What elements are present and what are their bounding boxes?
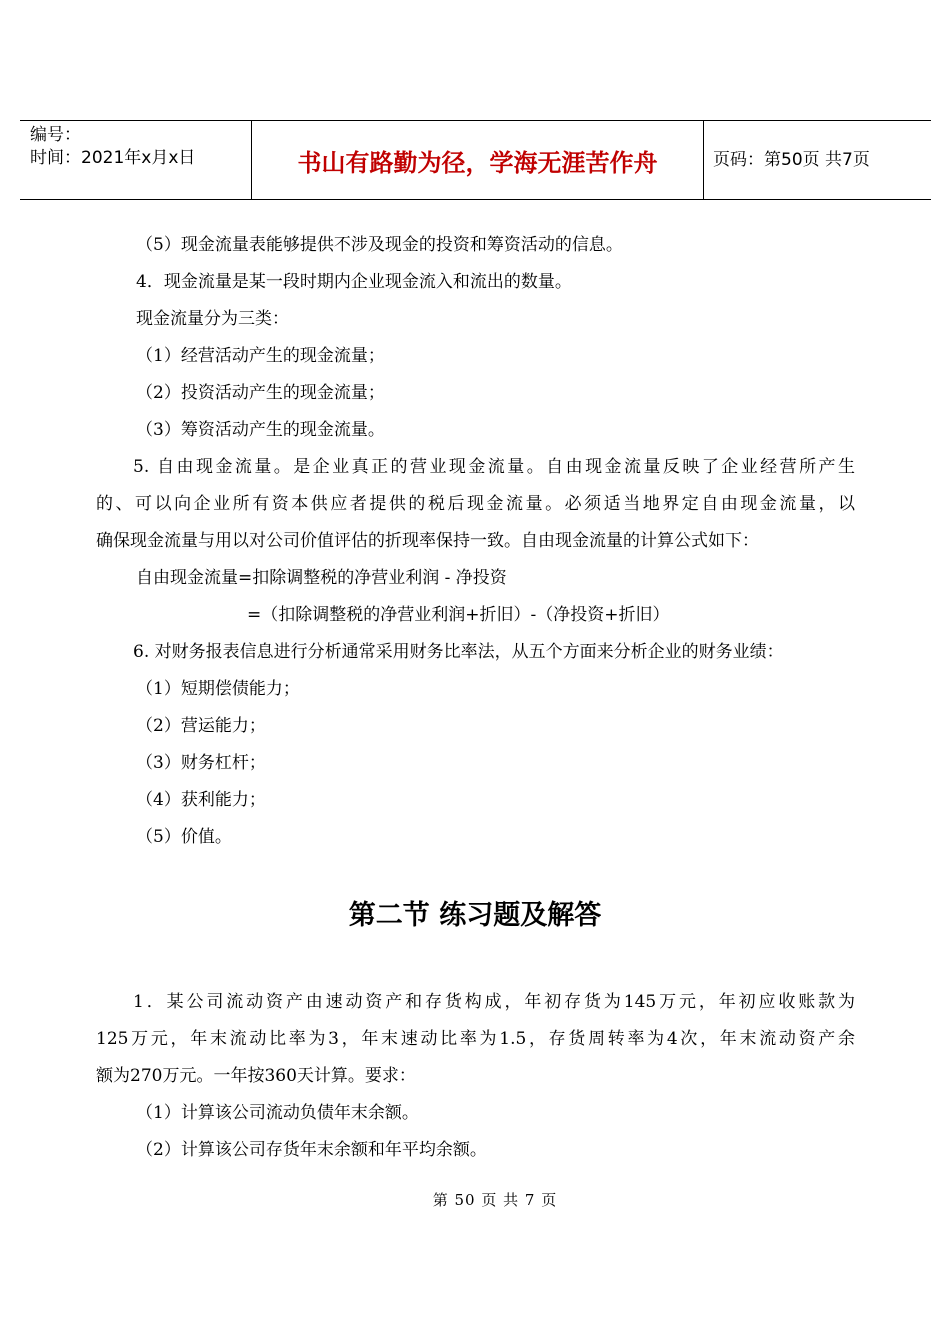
list-item: （1）经营活动产生的现金流量； — [136, 346, 385, 366]
paragraph-line: 5. 自由现金流量。是企业真正的营业现金流量。自由现金流量反映了企业经营所产生 — [133, 457, 855, 477]
header-page-info: 页码：第50页 共7页 — [713, 150, 870, 170]
list-item: （5）价值。 — [136, 827, 232, 847]
page-footer: 第 50 页 共 7 页 — [432, 1191, 558, 1209]
list-item: （1）短期偿债能力； — [136, 679, 300, 699]
exercise-line: 125万元，年末流动比率为3，年末速动比率为1.5，存货周转率为4次，年末流动资产余 — [96, 1029, 855, 1049]
list-item: （2）营运能力； — [136, 716, 266, 736]
document-number-label: 编号： — [30, 125, 81, 145]
document-time-label: 时间：2021年x月x日 — [30, 148, 196, 168]
list-item: （4）获利能力； — [136, 790, 266, 810]
paragraph-line: 现金流量分为三类： — [136, 309, 289, 329]
formula-line: 自由现金流量=扣除调整税的净营业利润 - 净投资 — [136, 568, 507, 588]
list-item: （2）计算该公司存货年末余额和年平均余额。 — [136, 1140, 487, 1160]
exercise-line: 1．某公司流动资产由速动资产和存货构成，年初存货为145万元，年初应收账款为 — [133, 992, 855, 1012]
section-title: 第二节 练习题及解答 — [348, 900, 602, 931]
paragraph-line: 4．现金流量是某一段时期内企业现金流入和流出的数量。 — [136, 272, 572, 292]
header-motto: 书山有路勤为径，学海无涯苦作舟 — [297, 149, 658, 177]
paragraph-line: 确保现金流量与用以对公司价值评估的折现率保持一致。自由现金流量的计算公式如下： — [96, 531, 759, 551]
header-motto-cell — [251, 121, 704, 199]
formula-line: =（扣除调整税的净营业利润+折旧）-（净投资+折旧） — [247, 605, 670, 625]
exercise-line: 额为270万元。一年按360天计算。要求： — [96, 1066, 416, 1086]
list-item: （1）计算该公司流动负债年末余额。 — [136, 1103, 419, 1123]
paragraph-line: 6. 对财务报表信息进行分析通常采用财务比率法，从五个方面来分析企业的财务业绩： — [133, 642, 784, 662]
paragraph-line: （5）现金流量表能够提供不涉及现金的投资和筹资活动的信息。 — [136, 235, 623, 255]
list-item: （3）财务杠杆； — [136, 753, 266, 773]
list-item: （2）投资活动产生的现金流量； — [136, 383, 385, 403]
list-item: （3）筹资活动产生的现金流量。 — [136, 420, 385, 440]
document-header — [20, 120, 931, 200]
header-page-cell — [703, 121, 931, 199]
header-meta-cell — [20, 121, 251, 199]
paragraph-line: 的、可以向企业所有资本供应者提供的税后现金流量。必须适当地界定自由现金流量，以 — [96, 494, 855, 514]
